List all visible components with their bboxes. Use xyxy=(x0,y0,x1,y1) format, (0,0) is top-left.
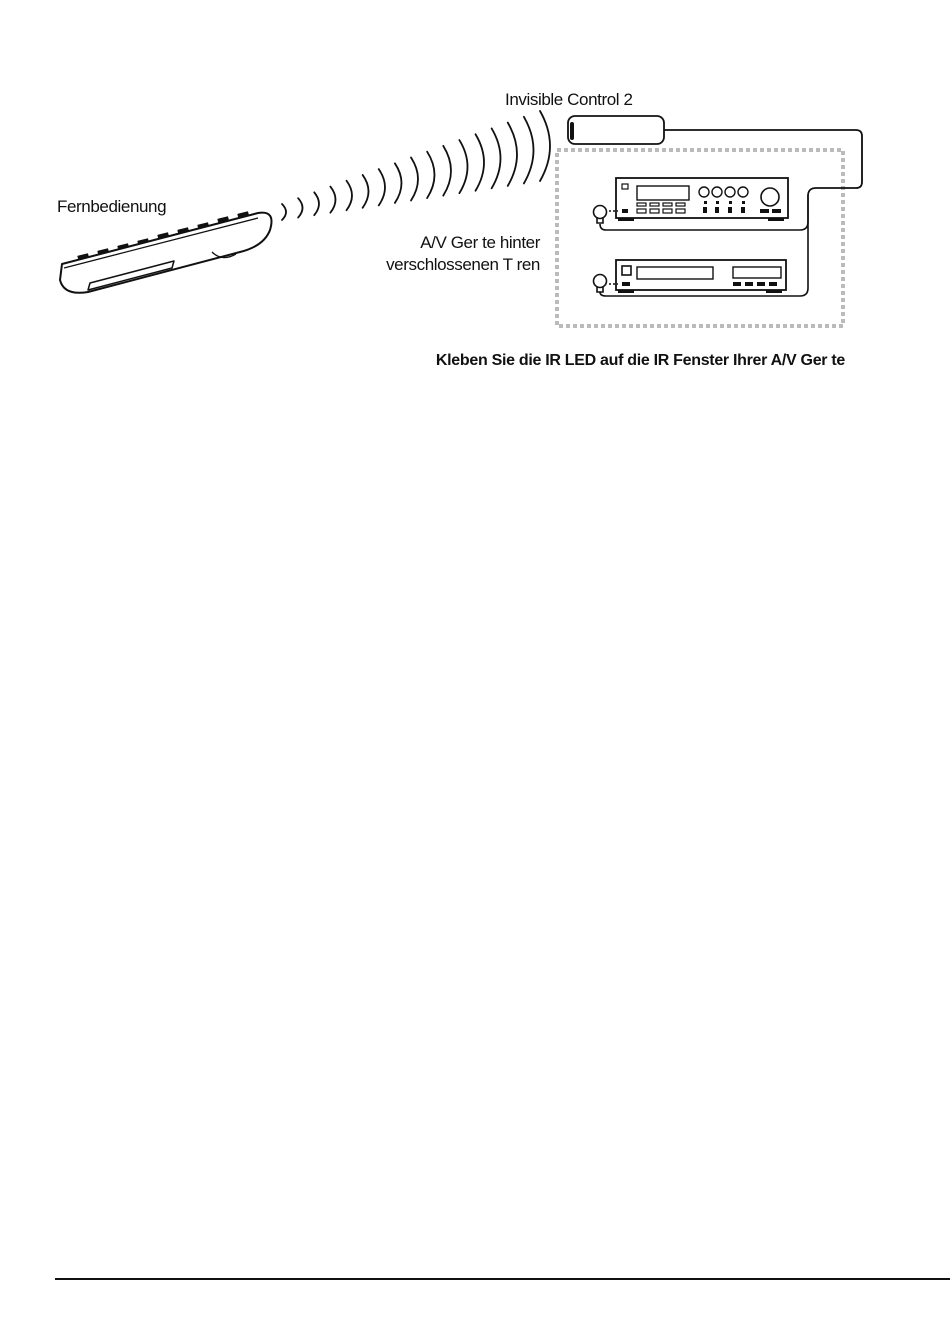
ir-wave-arc xyxy=(411,158,418,201)
ir-wave-arc xyxy=(314,192,319,215)
av-devices-label-line1: A/V Ger te hinter xyxy=(420,233,540,252)
ir-wave-arc xyxy=(540,111,550,181)
ir-wave-arc xyxy=(282,204,286,220)
setup-diagram xyxy=(0,0,950,400)
ir-wave-arc xyxy=(492,128,501,188)
ir-wave-arc xyxy=(476,134,485,191)
device-name-label: Invisible Control 2 xyxy=(505,90,633,109)
ir-wave-arc xyxy=(427,152,434,198)
remote-label: Fernbedienung xyxy=(57,197,167,216)
ir-wave-arc xyxy=(508,123,517,186)
page-divider xyxy=(55,1278,950,1280)
ir-wave-arc xyxy=(363,175,369,208)
ir-wave-arc xyxy=(524,117,534,184)
ir-wave-arc xyxy=(459,140,467,193)
ir-wave-arc xyxy=(395,163,402,203)
ir-wave-arc xyxy=(347,181,353,211)
ir-wave-arc xyxy=(298,198,302,217)
av-devices-label-line2: verschlossenen T ren xyxy=(386,255,540,274)
remote-control-icon xyxy=(60,212,272,293)
ir-signal-waves-icon xyxy=(282,111,550,220)
invisible-control-device-icon xyxy=(568,116,664,144)
ir-wave-arc xyxy=(443,146,451,196)
cd-player-icon xyxy=(616,260,786,293)
ir-wave-arc xyxy=(330,187,335,213)
diagram-caption: Kleben Sie die IR LED auf die IR Fenster Ihrer A/V Ger te xyxy=(435,352,845,369)
ir-wave-arc xyxy=(379,169,385,205)
cabinet-outline xyxy=(557,150,843,326)
av-receiver-icon xyxy=(616,178,788,221)
